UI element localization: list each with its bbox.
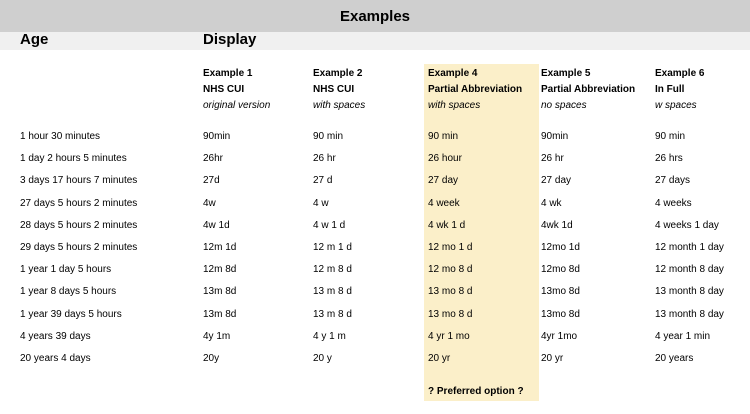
display-value-cell: 27 d [313, 175, 333, 186]
display-value-cell: 20 years [655, 353, 694, 364]
example-label-header: Example 2 [313, 68, 363, 79]
display-value-cell: 4w [203, 198, 216, 209]
display-value-cell: 4yr 1mo [541, 331, 578, 342]
display-value-cell: 4w 1d [203, 220, 230, 231]
example-name-header: Partial Abbreviation [428, 84, 523, 95]
age-cell: 1 day 2 hours 5 minutes [20, 153, 127, 164]
example-note-header: original version [203, 100, 271, 111]
age-cell: 3 days 17 hours 7 minutes [20, 175, 138, 186]
example-label-header: Example 4 [428, 68, 478, 79]
display-value-cell: 13mo 8d [541, 309, 580, 320]
preferred-option-label: ? Preferred option ? [428, 386, 524, 397]
display-value-cell: 26 hour [428, 153, 462, 164]
example-note-header: with spaces [428, 100, 481, 111]
display-value-cell: 13mo 8d [541, 286, 580, 297]
display-value-cell: 4y 1m [203, 331, 231, 342]
age-cell: 1 year 8 days 5 hours [20, 286, 117, 297]
display-value-cell: 20 y [313, 353, 332, 364]
display-value-cell: 27d [203, 175, 220, 186]
display-value-cell: 90min [203, 131, 231, 142]
display-value-cell: 12 m 8 d [313, 264, 352, 275]
display-value-cell: 13m 8d [203, 309, 237, 320]
age-cell: 28 days 5 hours 2 minutes [20, 220, 138, 231]
display-column-title: Display [203, 31, 257, 48]
display-value-cell: 13m 8d [203, 286, 237, 297]
example-label-header: Example 1 [203, 68, 253, 79]
display-value-cell: 13 m 8 d [313, 309, 352, 320]
display-value-cell: 4 w 1 d [313, 220, 346, 231]
display-value-cell: 26 hr [541, 153, 564, 164]
display-value-cell: 12mo 1d [541, 242, 580, 253]
example-name-header: Partial Abbreviation [541, 84, 636, 95]
display-value-cell: 12m 8d [203, 264, 237, 275]
display-value-cell: 4 wk [541, 198, 562, 209]
display-value-cell: 20y [203, 353, 220, 364]
display-value-cell: 4 week [428, 198, 460, 209]
age-cell: 20 years 4 days [20, 353, 91, 364]
display-value-cell: 13 month 8 day [655, 286, 724, 297]
display-value-cell: 13 month 8 day [655, 309, 724, 320]
age-cell: 27 days 5 hours 2 minutes [20, 198, 138, 209]
age-cell: 1 year 39 days 5 hours [20, 309, 122, 320]
display-value-cell: 20 yr [428, 353, 451, 364]
example-name-header: In Full [655, 84, 685, 95]
display-value-cell: 12 mo 8 d [428, 264, 473, 275]
display-value-cell: 27 days [655, 175, 691, 186]
example-label-header: Example 6 [655, 68, 705, 79]
display-value-cell: 26hr [203, 153, 224, 164]
display-value-cell: 4 yr 1 mo [428, 331, 470, 342]
display-value-cell: 13 mo 8 d [428, 286, 473, 297]
display-value-cell: 26 hr [313, 153, 336, 164]
display-value-cell: 4 w [313, 198, 329, 209]
example-note-header: no spaces [541, 100, 587, 111]
age-column-title: Age [20, 31, 49, 48]
display-value-cell: 4 y 1 m [313, 331, 346, 342]
age-cell: 4 years 39 days [20, 331, 91, 342]
display-value-cell: 90 min [313, 131, 344, 142]
preferred-column-highlight [424, 64, 539, 401]
display-value-cell: 12 mo 1 d [428, 242, 473, 253]
display-value-cell: 4wk 1d [541, 220, 573, 231]
example-name-header: NHS CUI [203, 84, 245, 95]
column-group-header [0, 32, 750, 50]
display-value-cell: 12 month 8 day [655, 264, 724, 275]
display-value-cell: 27 day [428, 175, 459, 186]
display-value-cell: 4 weeks 1 day [655, 220, 719, 231]
example-note-header: with spaces [313, 100, 366, 111]
banner-title: Examples [339, 8, 411, 25]
display-value-cell: 90 min [428, 131, 459, 142]
display-value-cell: 12 month 1 day [655, 242, 724, 253]
display-value-cell: 90 min [655, 131, 686, 142]
display-value-cell: 13 m 8 d [313, 286, 352, 297]
age-cell: 1 year 1 day 5 hours [20, 264, 112, 275]
display-value-cell: 12 m 1 d [313, 242, 352, 253]
display-value-cell: 4 year 1 min [655, 331, 711, 342]
display-value-cell: 27 day [541, 175, 572, 186]
display-value-cell: 13 mo 8 d [428, 309, 473, 320]
display-value-cell: 12m 1d [203, 242, 237, 253]
display-value-cell: 4 wk 1 d [428, 220, 466, 231]
display-value-cell: 20 yr [541, 353, 564, 364]
examples-banner [0, 0, 750, 32]
example-note-header: w spaces [655, 100, 697, 111]
display-value-cell: 90min [541, 131, 569, 142]
example-name-header: NHS CUI [313, 84, 355, 95]
example-label-header: Example 5 [541, 68, 591, 79]
display-value-cell: 4 weeks [655, 198, 692, 209]
age-cell: 1 hour 30 minutes [20, 131, 101, 142]
display-value-cell: 12mo 8d [541, 264, 580, 275]
display-value-cell: 26 hrs [655, 153, 683, 164]
age-cell: 29 days 5 hours 2 minutes [20, 242, 138, 253]
